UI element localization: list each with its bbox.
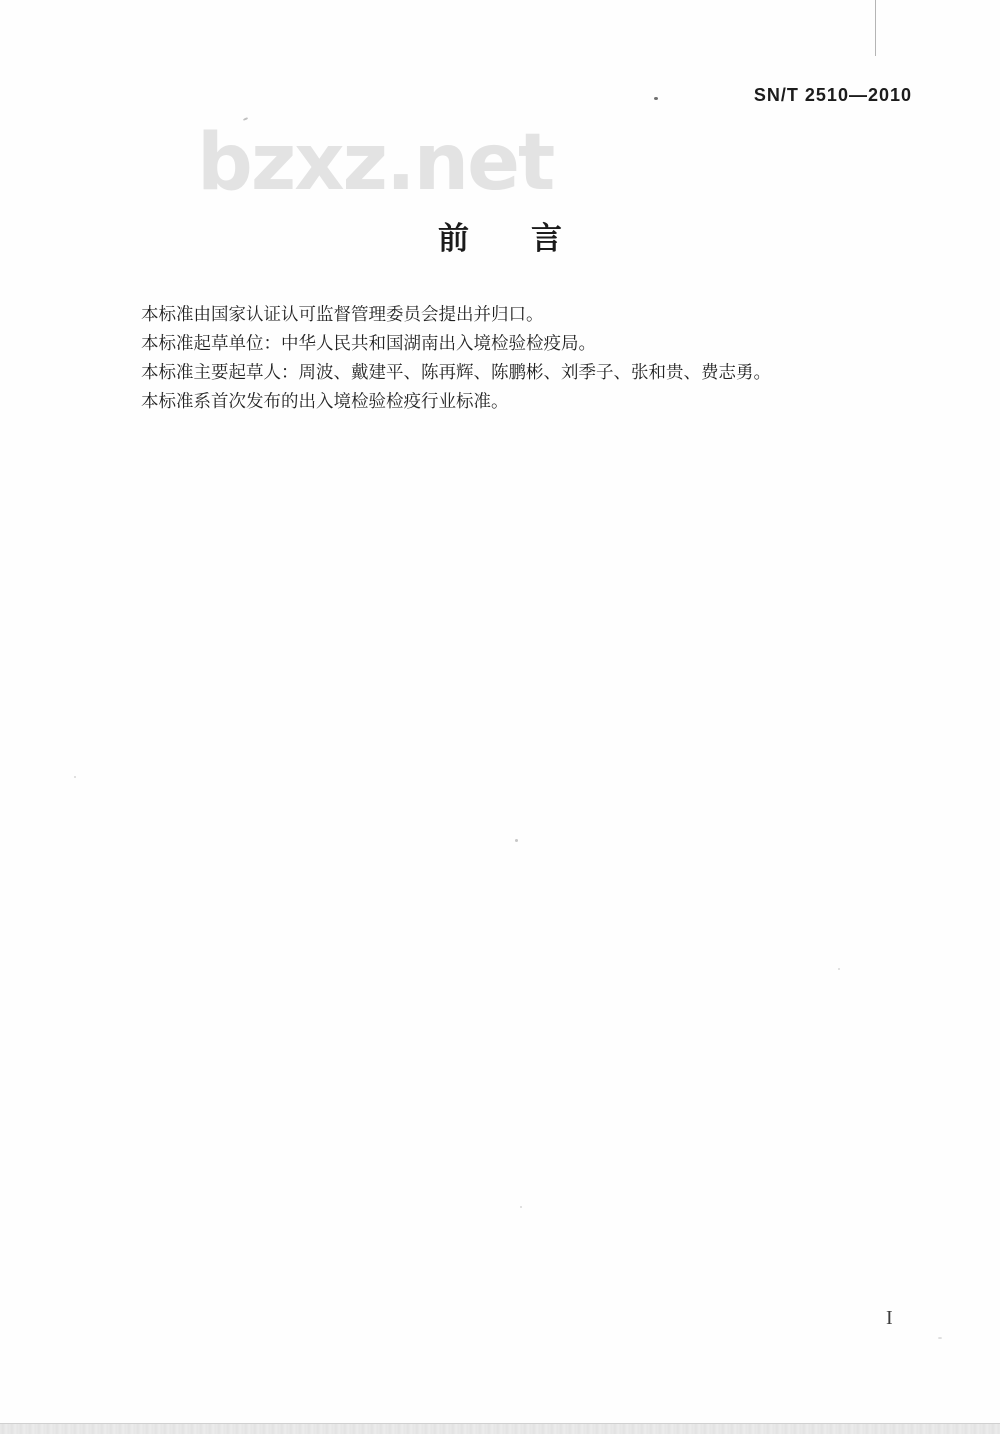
foreword-paragraph: 本标准主要起草人：周波、戴建平、陈再辉、陈鹏彬、刘季子、张和贵、费志勇。 [141,362,771,382]
scanner-edge-bar [0,1423,1000,1434]
scan-speck [74,776,76,778]
foreword-paragraph: 本标准起草单位：中华人民共和国湖南出入境检验检疫局。 [141,333,596,353]
foreword-paragraph: 本标准由国家认证认可监督管理委员会提出并归口。 [141,304,544,324]
site-watermark: bzxz.net [197,118,554,208]
scan-speck [515,839,518,842]
scan-speck [938,1337,942,1339]
scan-speck [654,97,658,100]
foreword-paragraph: 本标准系首次发布的出入境检验检疫行业标准。 [141,391,509,411]
page-number: I [886,1307,893,1329]
scan-artifact-line [875,0,876,56]
page-title: 前 言 [438,221,562,256]
standard-code: SN/T 2510—2010 [753,85,912,105]
scan-speck [838,968,840,970]
foreword-body [106,300,936,416]
scan-speck [520,1206,522,1208]
